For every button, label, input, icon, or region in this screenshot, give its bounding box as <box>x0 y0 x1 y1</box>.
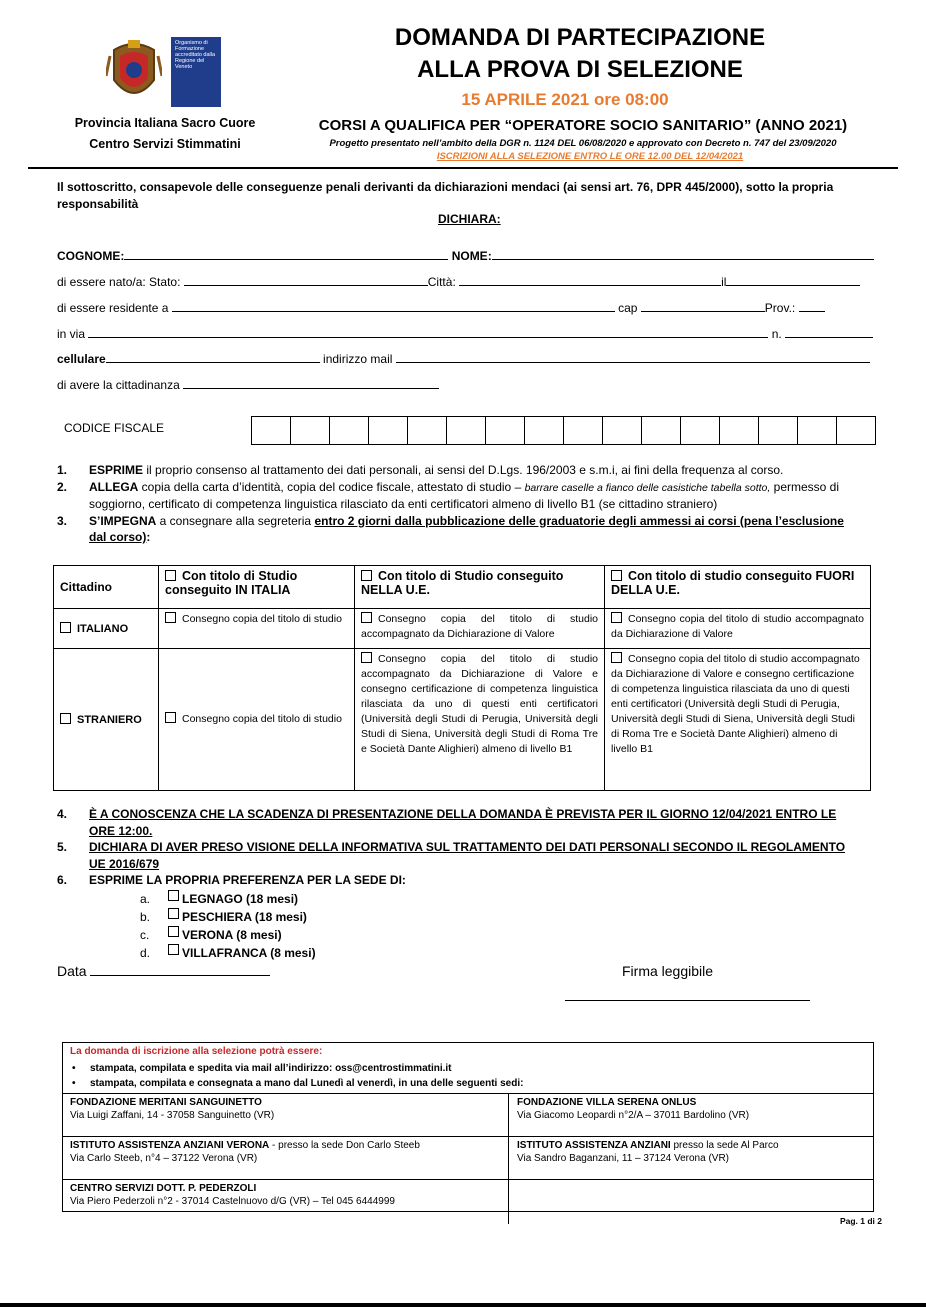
cell[interactable]: Consegno copia del titolo di studio accompagnato da Dichiarazione di Valore e consegno certificazione di competenza linguistica rilasciata da uno di questi enti certificatori (Università degli Studi di Perugia, Università degli Studi di Siena, Università degli Studi di Roma Tre e Società Dante Alighieri) almeno di livello B1 <box>605 649 871 791</box>
exam-date: 15 APRILE 2021 ore 08:00 <box>461 90 669 109</box>
list-item: 1. ESPRIME il proprio consenso al trattamento dei dati personali, ai sensi del D.Lgs. 196/2003 e s.m.i, ai fini della frequenza al corso. <box>57 463 784 477</box>
cf-box[interactable] <box>641 416 681 445</box>
prov-label: Prov.: <box>764 301 796 315</box>
via-field[interactable] <box>88 326 768 338</box>
cittadinanza-field[interactable] <box>183 377 439 389</box>
n-label: n. <box>771 327 782 341</box>
site-option[interactable]: b. PESCHIERA (18 mesi) <box>140 910 307 924</box>
row-italiano[interactable]: ITALIANO <box>54 609 159 649</box>
checkbox[interactable] <box>611 612 622 623</box>
mail-field[interactable] <box>396 351 870 363</box>
nato-label: di essere nato/a: Stato: <box>57 275 181 289</box>
site-cell <box>509 1180 875 1225</box>
checkbox[interactable] <box>168 944 179 955</box>
course-title: CORSI A QUALIFICA PER “OPERATORE SOCIO SANITARIO” (ANNO 2021) <box>318 117 848 134</box>
list-item: 3. S’IMPEGNA a consegnare alla segreteria entro 2 giorni dalla pubblicazione delle graduatorie degli ammessi ai corsi (pena l’esclusione dal corso): <box>57 513 844 544</box>
residence-row <box>57 300 825 315</box>
site-option[interactable]: c. VERONA (8 mesi) <box>140 928 282 942</box>
name-row <box>57 248 874 263</box>
list-item: 6. ESPRIME LA PROPRIA PREFERENZA PER LA SEDE DI: <box>57 873 406 887</box>
checkbox[interactable] <box>168 890 179 901</box>
cf-box[interactable] <box>680 416 720 445</box>
il-label: il <box>721 275 727 289</box>
signature-field[interactable] <box>565 1000 810 1001</box>
codice-fiscale-label: CODICE FISCALE <box>64 421 165 435</box>
checkbox[interactable] <box>60 622 71 633</box>
cellulare-field[interactable] <box>106 351 320 363</box>
cf-box[interactable] <box>368 416 408 445</box>
organization-name: Provincia Italiana Sacro Cuore Centro Servizi Stimmatini <box>74 116 256 151</box>
site-cell: CENTRO SERVIZI DOTT. P. PEDERZOLI Via Piero Pederzoli n°2 - 37014 Castelnuovo d/G (VR) – Tel 045 6444999 <box>62 1180 509 1225</box>
site-cell: FONDAZIONE MERITANI SANGUINETTO Via Luigi Zaffani, 14 - 37058 Sanguinetto (VR) <box>62 1094 509 1137</box>
page-edge <box>0 1303 926 1307</box>
site-cell: ISTITUTO ASSISTENZA ANZIANI presso la sede Al Parco Via Sandro Baganzani, 11 – 37124 Verona (VR) <box>509 1137 875 1180</box>
site-option[interactable]: d. VILLAFRANCA (8 mesi) <box>140 946 316 960</box>
cf-box[interactable] <box>602 416 642 445</box>
checkbox[interactable] <box>165 612 176 623</box>
cf-box[interactable] <box>329 416 369 445</box>
row-straniero[interactable]: STRANIERO <box>54 649 159 791</box>
cell[interactable]: Consegno copia del titolo di studio accompagnato da Dichiarazione di Valore e consegno certificazione di competenza linguistica rilasciata da uno di questi enti certificatori (Università degli Studi di Perugia, Università degli Studi di Siena, Università degli Studi di Roma Tre e Società Dante Alighieri) almeno di livello B1 <box>355 649 605 791</box>
cell[interactable]: Consegno copia del titolo di studio <box>159 649 355 791</box>
list-item: 5. DICHIARA DI AVER PRESO VISIONE DELLA INFORMATIVA SUL TRATTAMENTO DEI DATI PERSONALI SECONDO IL REGOLAMENTO UE 2016/679 <box>57 840 846 871</box>
cf-box[interactable] <box>719 416 759 445</box>
cell[interactable]: Consegno copia del titolo di studio accompagnato da Dichiarazione di Valore <box>355 609 605 649</box>
citta-field[interactable] <box>459 274 721 286</box>
cf-box[interactable] <box>251 416 291 445</box>
header-italia[interactable]: Con titolo di Studio conseguito IN ITALIA <box>159 566 355 609</box>
cf-box[interactable] <box>797 416 837 445</box>
checkbox[interactable] <box>168 926 179 937</box>
dichiara-heading: DICHIARA: <box>438 212 501 226</box>
checkbox[interactable] <box>361 652 372 663</box>
mail-label: indirizzo mail <box>323 352 393 366</box>
study-title-table <box>53 565 871 791</box>
prov-field[interactable] <box>799 300 825 312</box>
signature-label: Firma leggibile <box>622 963 714 979</box>
cap-field[interactable] <box>641 300 765 312</box>
birth-date-field[interactable] <box>726 274 860 286</box>
cellulare-label: cellulare <box>57 352 106 366</box>
crest-logo <box>106 36 162 108</box>
date-field[interactable] <box>90 964 270 976</box>
date-row: Data <box>57 963 270 979</box>
cognome-field[interactable] <box>124 248 448 260</box>
site-preferences <box>140 890 316 962</box>
cell[interactable]: Consegno copia del titolo di studio accompagnato da Dichiarazione di Valore <box>605 609 871 649</box>
site-cell: FONDAZIONE VILLA SERENA ONLUS Via Giacomo Leopardi n°2/A – 37011 Bardolino (VR) <box>509 1094 875 1137</box>
checkbox[interactable] <box>60 713 71 724</box>
registration-deadline: ISCRIZIONI ALLA SELEZIONE ENTRO LE ORE 12.00 DEL 12/04/2021 <box>436 151 744 162</box>
nome-label: NOME: <box>451 249 492 263</box>
cf-box[interactable] <box>485 416 525 445</box>
cognome-label: COGNOME: <box>57 249 125 263</box>
info-bullet: • stampata, compilata e spedita via mail all’indirizzo: oss@centrostimmatini.it <box>72 1063 452 1074</box>
page-number: Pag. 1 di 2 <box>839 1216 882 1226</box>
project-reference: Progetto presentato nell’ambito della DGR n. 1124 DEL 06/08/2020 e approvato con Decreto n. 747 del 23/09/2020 <box>329 138 837 149</box>
birth-row <box>57 274 860 289</box>
cf-box[interactable] <box>563 416 603 445</box>
header-ue[interactable]: Con titolo di Studio conseguito NELLA U.E. <box>355 566 605 609</box>
cittadinanza-label: di avere la cittadinanza <box>57 378 180 392</box>
list-item: 2. ALLEGA copia della carta d’identità, copia del codice fiscale, attestato di studio – barrare caselle a fianco delle casistiche tabella sotto, permesso di soggiorno, certificato di competenza linguistica rilasciato da enti certificatori almeno di livello B1 (se cittadino straniero) <box>57 479 840 511</box>
codice-fiscale-boxes[interactable] <box>252 416 876 445</box>
citizenship-row <box>57 377 439 392</box>
cap-label: cap <box>618 301 638 315</box>
page-title: DOMANDA DI PARTECIPAZIONE ALLA PROVA DI SELEZIONE <box>394 24 766 83</box>
address-row <box>57 326 873 341</box>
cell[interactable]: Consegno copia del titolo di studio <box>159 609 355 649</box>
declarations-list-2 <box>57 806 857 889</box>
divider <box>28 167 898 169</box>
checkbox[interactable] <box>611 652 622 663</box>
residence-field[interactable] <box>172 300 615 312</box>
header-extra-ue[interactable]: Con titolo di studio conseguito FUORI DELLA U.E. <box>605 566 871 609</box>
cf-box[interactable] <box>407 416 447 445</box>
site-cell: ISTITUTO ASSISTENZA ANZIANI VERONA - presso la sede Don Carlo Steeb Via Carlo Steeb, n°4 – 37122 Verona (VR) <box>62 1137 509 1180</box>
sites-table <box>62 1093 874 1224</box>
checkbox[interactable] <box>165 712 176 723</box>
checkbox[interactable] <box>361 570 372 581</box>
info-title: La domanda di iscrizione alla selezione potrà essere: <box>70 1046 323 1057</box>
checkbox[interactable] <box>168 908 179 919</box>
stato-field[interactable] <box>184 274 428 286</box>
cf-box[interactable] <box>446 416 486 445</box>
header-cittadino: Cittadino <box>54 566 159 609</box>
contact-row <box>57 351 870 366</box>
via-label: in via <box>57 327 86 341</box>
declarations-list <box>57 462 857 546</box>
number-field[interactable] <box>785 326 873 338</box>
site-option[interactable]: a. LEGNAGO (18 mesi) <box>140 892 299 906</box>
checkbox[interactable] <box>361 612 372 623</box>
declaration-text: Il sottoscritto, consapevole delle conseguenze penali derivanti da dichiarazioni mendaci (ai sensi art. 76, DPR 445/2000), sotto la propria responsabilità <box>57 180 834 211</box>
checkbox[interactable] <box>611 570 622 581</box>
checkbox[interactable] <box>165 570 176 581</box>
region-accreditation-logo: Organismo di Formazione accreditato dalla Regione del Veneto <box>171 37 221 107</box>
residente-label: di essere residente a <box>57 301 169 315</box>
citta-label: Città: <box>427 275 456 289</box>
cf-box[interactable] <box>290 416 330 445</box>
list-item: 4. È A CONOSCENZA CHE LA SCADENZA DI PRESENTAZIONE DELLA DOMANDA È PREVISTA PER IL GIORNO 12/04/2021 ENTRO LE ORE 12:00. <box>57 807 837 838</box>
nome-field[interactable] <box>492 248 874 260</box>
cf-box[interactable] <box>524 416 564 445</box>
cf-box[interactable] <box>758 416 798 445</box>
info-bullet: • stampata, compilata e consegnata a mano dal Lunedì al venerdì, in una delle seguenti sedi: <box>72 1078 524 1089</box>
cf-box[interactable] <box>836 416 876 445</box>
